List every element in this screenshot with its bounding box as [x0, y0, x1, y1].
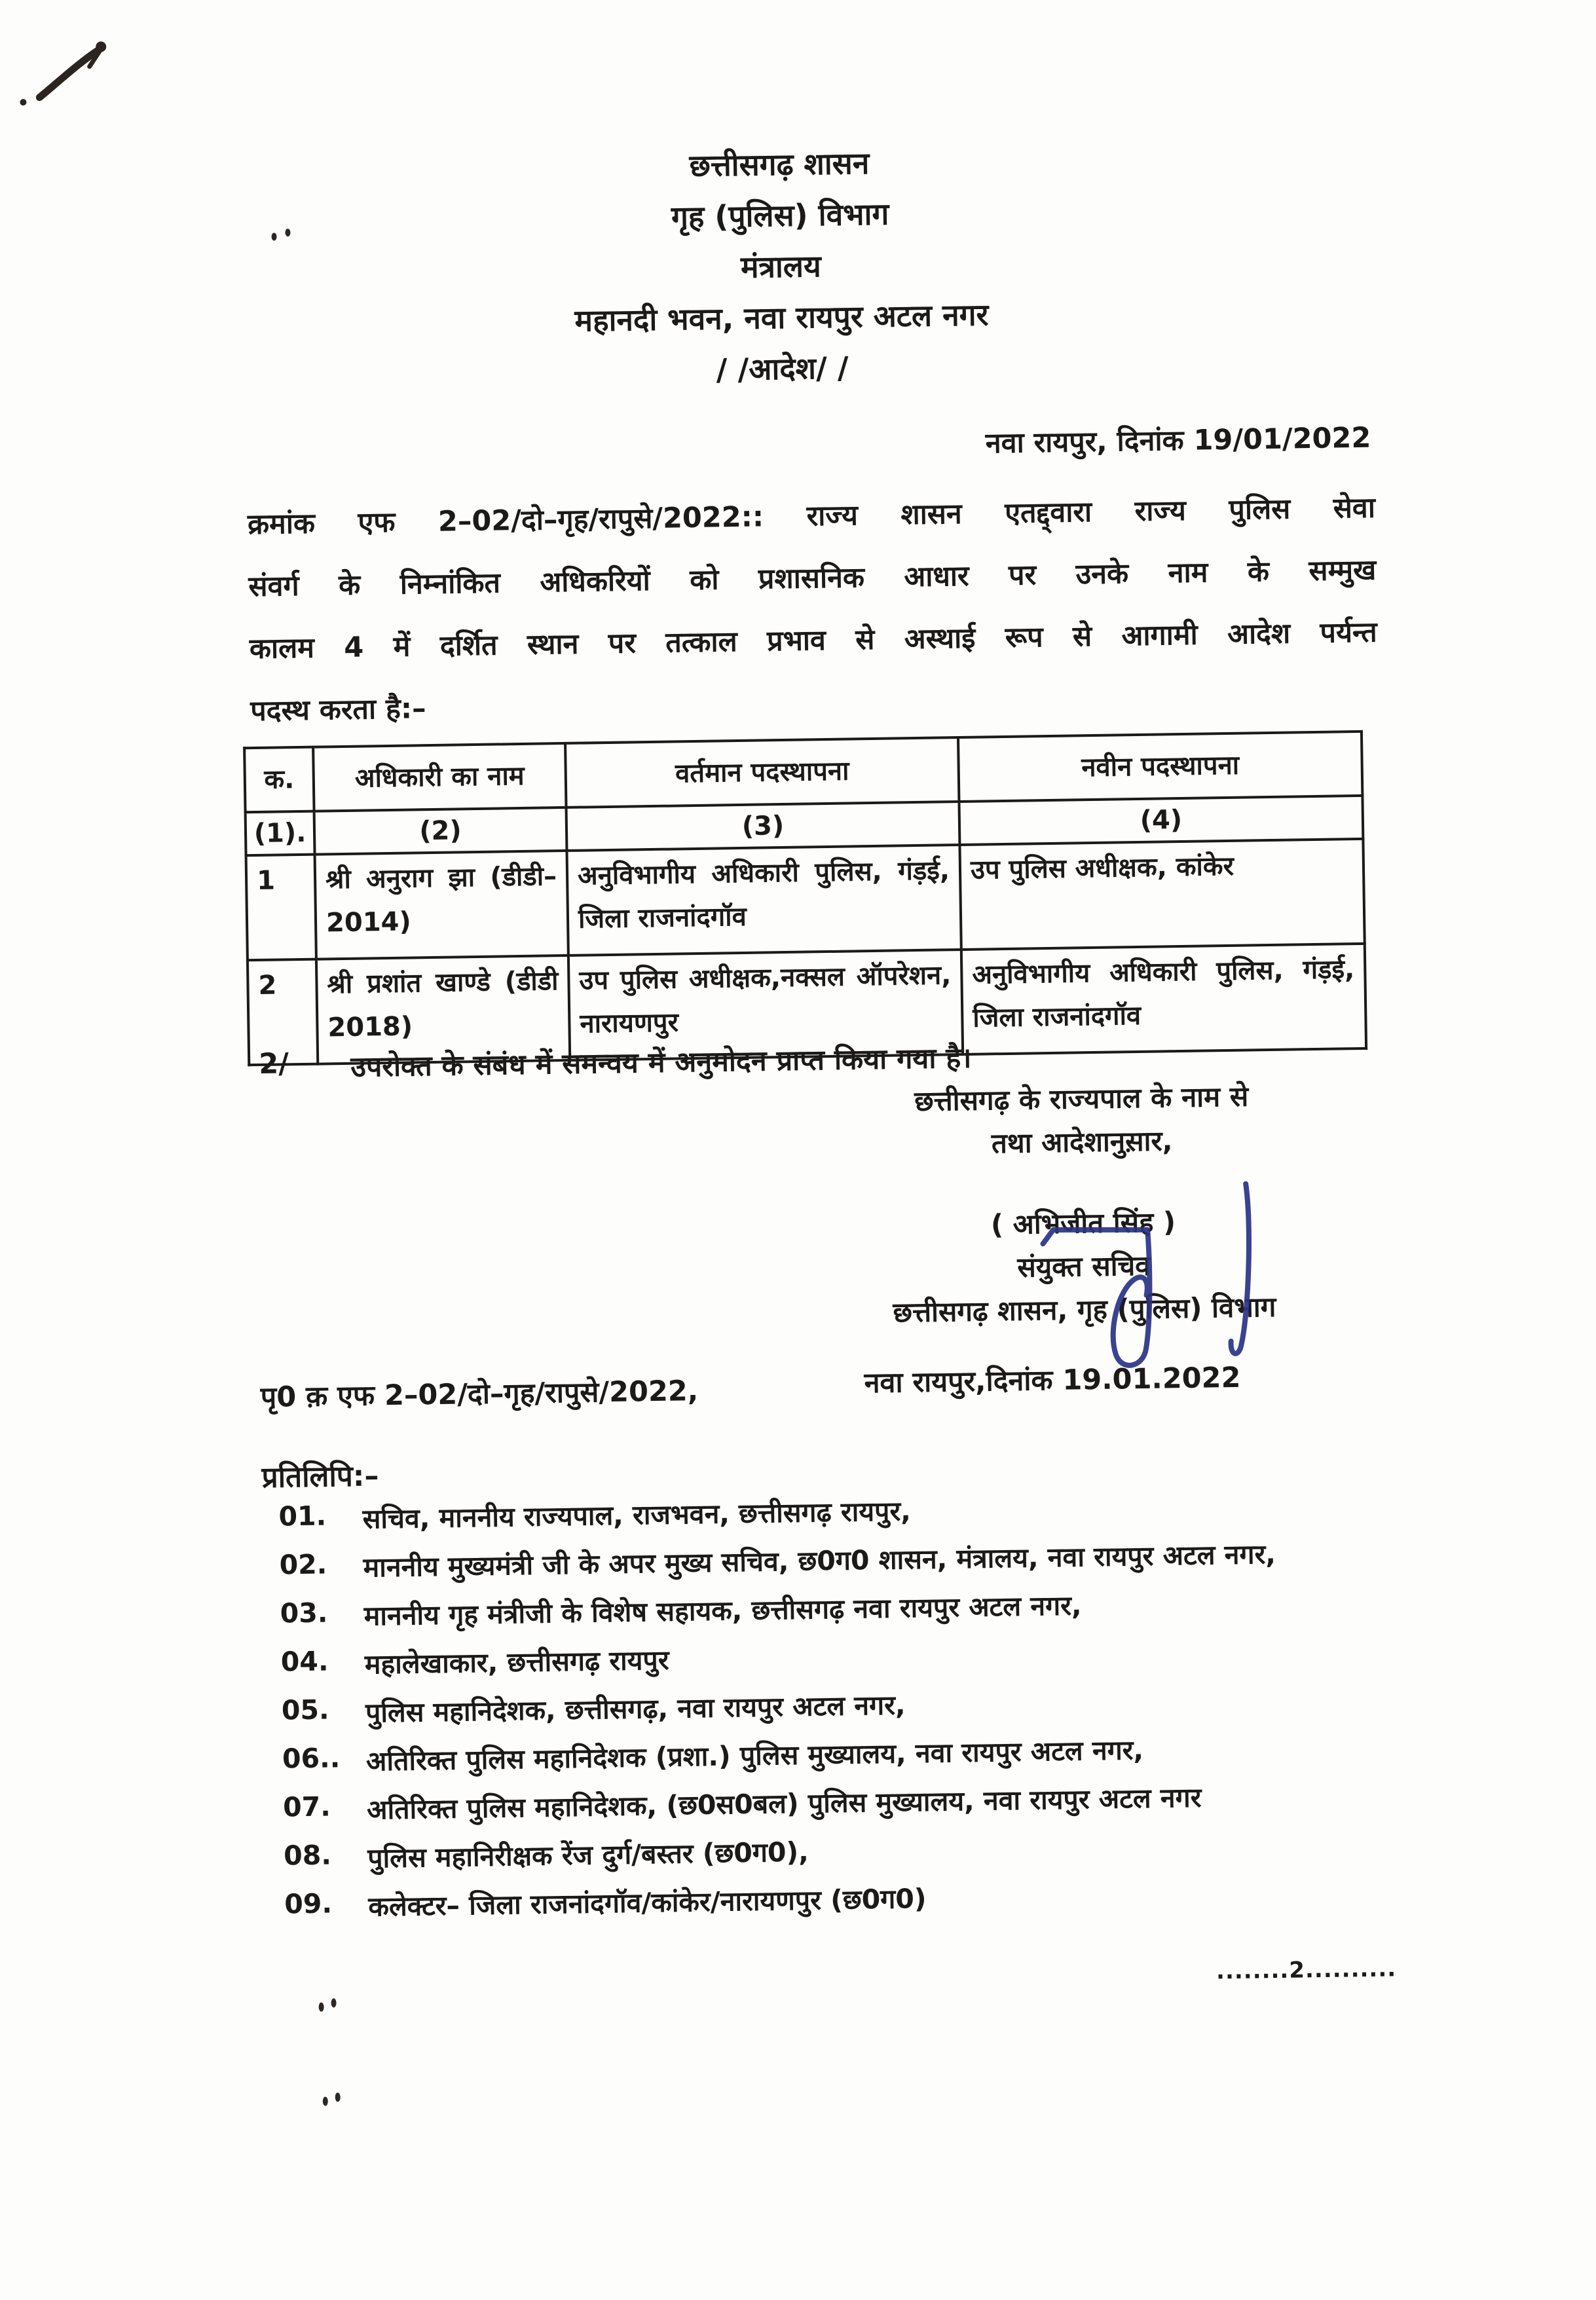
approval-text: उपरोक्त के संबंध में समन्वय में अनुमोदन प्राप्त किया गया है। [350, 1041, 972, 1084]
signature-block [839, 1074, 1327, 1335]
item-number: 08. [283, 1839, 332, 1872]
item-text: माननीय गृह मंत्रीजी के विशेष सहायक, छत्तीसगढ़ नवा रायपुर अटल नगर, [363, 1589, 1082, 1632]
ministry-name: मंत्रालय [740, 248, 822, 285]
endorsement-number: पृ0 क़ एफ 2–02/दो–गृह/रापुसे/2022, [260, 1375, 699, 1414]
order-title: / /आदेश/ / [716, 350, 849, 388]
item-text: पुलिस महानिरीक्षक रेंज दुर्ग/बस्तर (छ0ग0), [367, 1836, 809, 1874]
item-number: 03. [280, 1597, 328, 1629]
col-number: (4) [959, 796, 1363, 845]
building-address: महानदी भवन, नवा रायपुर अटल नगर [574, 297, 989, 339]
govt-name: छत्तीसगढ़ शासन [689, 145, 870, 184]
paragraph-line: पदस्थ करता है:– [250, 692, 426, 728]
copy-to-label: प्रतिलिपि:– [261, 1459, 379, 1494]
item-number: 02. [279, 1548, 327, 1581]
distribution-list [278, 1484, 1403, 1937]
signatory-department: छत्तीसगढ़ शासन, गृह (पुलिस) विभाग [893, 1290, 1276, 1329]
item-number: 01. [278, 1500, 327, 1532]
department-name: गृह (पुलिस) विभाग [671, 196, 889, 235]
current-posting: उप पुलिस अधीक्षक,नक्सल ऑपरेशन, नारायणपुर [568, 950, 963, 1060]
officer-name: श्री अनुराग झा (डीडी–2014) [315, 851, 568, 959]
pen-slash-icon [19, 41, 107, 105]
by-order-line: तथा आदेशानुस़ार, [991, 1124, 1173, 1160]
postings-table [243, 730, 1367, 1066]
item-number: 09. [284, 1887, 333, 1920]
list-item [284, 1872, 1403, 1927]
item-number: 06.. [282, 1742, 341, 1775]
col-number: (2) [314, 807, 567, 855]
paragraph-line: क्रमांक एफ 2–02/दो–गृह/रापुसे/2022:: राज्य शासन एतद्द्वारा राज्य पुलिस सेवा [247, 491, 1376, 542]
row-serial: 2 [248, 959, 318, 1066]
page-continuation-marker: ........2.......... [1216, 1956, 1397, 1985]
list-item [283, 1775, 1402, 1830]
on-behalf-line: छत्तीसगढ़ के राज्यपाल के नाम से [914, 1080, 1249, 1118]
header-serial: क. [244, 747, 314, 813]
list-item [280, 1629, 1400, 1685]
list-item [279, 1532, 1398, 1588]
item-text: अतिरिक्त पुलिस महानिदेशक (प्रशा.) पुलिस मुख्यालय, नवा रायपुर अटल नगर, [365, 1734, 1144, 1777]
header-new-posting: नवीन पदस्थापना [958, 732, 1362, 802]
item-text: सचिव, माननीय राज्यपाल, राजभवन, छत्तीसगढ़ रायपुर, [362, 1495, 912, 1535]
letterhead [438, 134, 1123, 399]
officer-name: श्री प्रशांत खाण्डे (डीडी 2018) [316, 955, 570, 1064]
item-number: 04. [280, 1645, 329, 1678]
paragraph-line: संवर्ग के निम्नांकित अधिकरियों को प्रशासनिक आधार पर उनके नाम के सम्मुख [248, 553, 1377, 604]
row-serial: 1 [246, 855, 316, 961]
item-text: कलेक्टर– जिला राजनांदगॉव/कांकेर/नारायणपुर (छ0ग0) [368, 1882, 927, 1923]
item-text: माननीय मुख्यमंत्री जी के अपर मुख्य सचिव, छ0ग0 शासन, मंत्रालय, नवा रायपुर अटल नगर, [363, 1538, 1276, 1584]
col-number: (3) [566, 802, 960, 851]
paragraph-line: कालम 4 में दर्शित स्थान पर तत्काल प्रभाव से अस्थाई रूप से आगामी आदेश पर्यन्त [249, 616, 1378, 666]
header-current-posting: वर्तमान पदस्थापना [565, 737, 959, 807]
endorsement-place-date: नवा रायपुर,दिनांक 19.01.2022 [864, 1361, 1241, 1400]
paragraph-number: 2/ [258, 1047, 289, 1081]
list-item [280, 1581, 1399, 1637]
item-text: महालेखाकार, छत्तीसगढ़ रायपुर [364, 1644, 669, 1680]
list-item [282, 1678, 1401, 1734]
item-number: 05. [281, 1694, 329, 1726]
order-paragraph [247, 477, 1378, 743]
current-posting: अनुविभागीय अधिकारी पुलिस, गंड़ई, जिला राजनांदगॉव [566, 845, 961, 955]
col-number: (1). [246, 811, 315, 856]
list-item [278, 1484, 1398, 1540]
list-item [284, 1823, 1403, 1879]
list-item [282, 1726, 1401, 1782]
signatory-designation: संयुक्त सचिव [1017, 1249, 1151, 1284]
signatory-name: ( अभिजीत सिंह ) [990, 1206, 1176, 1241]
item-text: पुलिस महानिदेशक, छत्तीसगढ़, नवा रायपुर अटल नगर, [365, 1689, 906, 1729]
new-posting: अनुविभागीय अधिकारी पुलिस, गंड़ई, जिला राजनांदगॉव [961, 944, 1366, 1054]
header-officer-name: अधिकारी का नाम [313, 743, 566, 811]
item-text: अतिरिक्त पुलिस महानिदेशक, (छ0स0बल) पुलिस मुख्यालय, नवा रायपुर अटल नगर [366, 1781, 1202, 1826]
table-row [246, 839, 1365, 960]
new-posting: उप पुलिस अधीक्षक, कांकेर [959, 839, 1364, 950]
place-date-line: नवा रायपुर, दिनांक 19/01/2022 [985, 421, 1371, 460]
item-number: 07. [282, 1790, 331, 1823]
